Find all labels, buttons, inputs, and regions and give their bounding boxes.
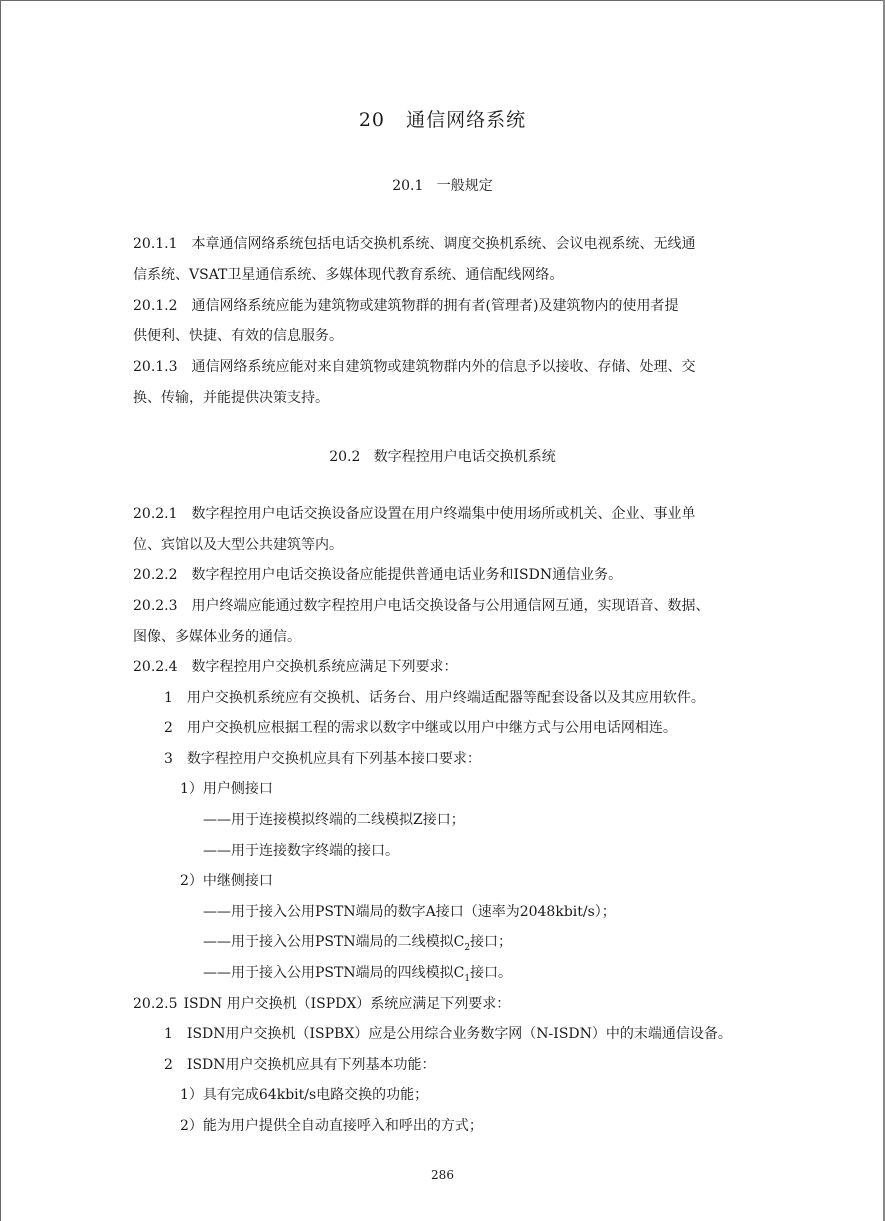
clause-20-2-3-line-2: 图像、多媒体业务的通信。 [133,629,301,645]
text: 接口。 [470,965,513,981]
text: 接口； [470,934,513,950]
list-item-20-2-4-1 [164,688,705,708]
sub-item-dash [203,932,512,958]
clause-number: 20.2.5 [133,996,178,1012]
text: ——用于接入公用PSTN端局的二线模拟C [203,934,465,950]
clause-text: 用户终端应能通过数字程控用户电话交换设备与公用通信网互通，实现语音、数据、 [191,598,710,614]
section-number: 20.2 [329,449,361,465]
item-number: 3 [164,751,173,767]
clause-text: 通信网络系统应能对来自建筑物或建筑物群内外的信息予以接收、存储、处理、交 [191,359,696,375]
clause-number: 20.2.1 [133,506,178,522]
sub-item-function-1: 1）具有完成64kbit/s电路交换的功能； [180,1087,429,1103]
chapter-name: 通信网络系统 [406,109,527,131]
item-text: 用户交换机应根据工程的需求以数字中继或以用户中继方式与公用电话网相连。 [186,720,677,736]
section-name: 一般规定 [436,178,493,194]
sub-item-dash: ——用于连接数字终端的接口。 [203,843,399,859]
sub-item-user-interface: 1）用户侧接口 [180,781,273,797]
list-item-20-2-4-3 [164,749,481,769]
clause-number: 20.2.3 [133,598,178,614]
sub-item-dash [203,963,512,989]
subscript: 2 [464,942,471,953]
clause-number: 20.1.1 [133,236,178,252]
clause-text: 数字程控用户交换机系统应满足下列要求： [191,659,458,675]
item-number: 2 [164,720,173,736]
chapter-number: 20 [358,109,386,131]
clause-20-1-3-line-2: 换、传输，并能提供决策支持。 [133,390,329,406]
sub-item-dash: ——用于接入公用PSTN端局的数字A接口（速率为2048kbit/s）； [203,904,616,920]
item-number: 2 [164,1057,173,1073]
page-frame-top [0,0,885,1]
item-text: ISDN用户交换机（ISPBX）应是公用综合业务数字网（N-ISDN）中的末端通信设备。 [186,1026,732,1042]
clause-20-2-2-line-1 [133,565,622,585]
list-item-20-2-5-1 [164,1024,732,1044]
item-text: 用户交换机系统应有交换机、话务台、用户终端适配器等配套设备以及其应用软件。 [186,690,705,706]
item-text: ISDN用户交换机应具有下列基本功能： [186,1057,436,1073]
text: ——用于接入公用PSTN端局的四线模拟C [203,965,465,981]
clause-number: 20.1.2 [133,298,178,314]
chapter-title [0,105,885,132]
clause-text: 数字程控用户电话交换设备应设置在用户终端集中使用场所或机关、企业、事业单 [191,506,696,522]
clause-20-1-1-line-1 [133,234,696,254]
clause-20-2-1-line-2: 位、宾馆以及大型公共建筑等内。 [133,537,343,553]
section-title-20-2 [0,446,885,466]
item-number: 1 [164,1026,173,1042]
clause-text: 通信网络系统应能为建筑物或建筑物群的拥有者(管理者)及建筑物内的使用者提 [191,298,679,314]
clause-20-2-4-line-1 [133,657,458,677]
clause-text: ISDN 用户交换机（ISPDX）系统应满足下列要求： [183,996,511,1012]
clause-20-1-2-line-2: 供便利、快捷、有效的信息服务。 [133,328,343,344]
item-number: 1 [164,690,173,706]
clause-20-1-3-line-1 [133,357,696,377]
clause-20-1-1-line-2: 信系统、VSAT卫星通信系统、多媒体现代教育系统、通信配线网络。 [133,267,564,283]
section-title-20-1 [0,175,885,195]
clause-text: 数字程控用户电话交换设备应能提供普通电话业务和ISDN通信业务。 [191,567,623,583]
clause-number: 20.2.4 [133,659,178,675]
clause-number: 20.2.2 [133,567,178,583]
list-item-20-2-4-2 [164,718,677,738]
section-number: 20.1 [392,178,424,194]
sub-item-dash: ——用于连接模拟终端的二线模拟Z接口； [203,812,465,828]
sub-item-trunk-interface: 2）中继侧接口 [180,873,273,889]
page-number: 286 [431,1168,454,1182]
clause-20-1-2-line-1 [133,296,678,316]
clause-20-2-3-line-1 [133,596,710,616]
clause-20-2-1-line-1 [133,504,696,524]
clause-text: 本章通信网络系统包括电话交换机系统、调度交换机系统、会议电视系统、无线通 [191,236,696,252]
section-name: 数字程控用户电话交换机系统 [373,449,556,465]
item-text: 数字程控用户交换机应具有下列基本接口要求： [186,751,481,767]
clause-20-2-5-line-1 [133,994,510,1014]
sub-item-function-2: 2）能为用户提供全自动直接呼入和呼出的方式； [180,1118,483,1134]
subscript: 1 [464,973,471,984]
list-item-20-2-5-2 [164,1055,436,1075]
clause-number: 20.1.3 [133,359,178,375]
